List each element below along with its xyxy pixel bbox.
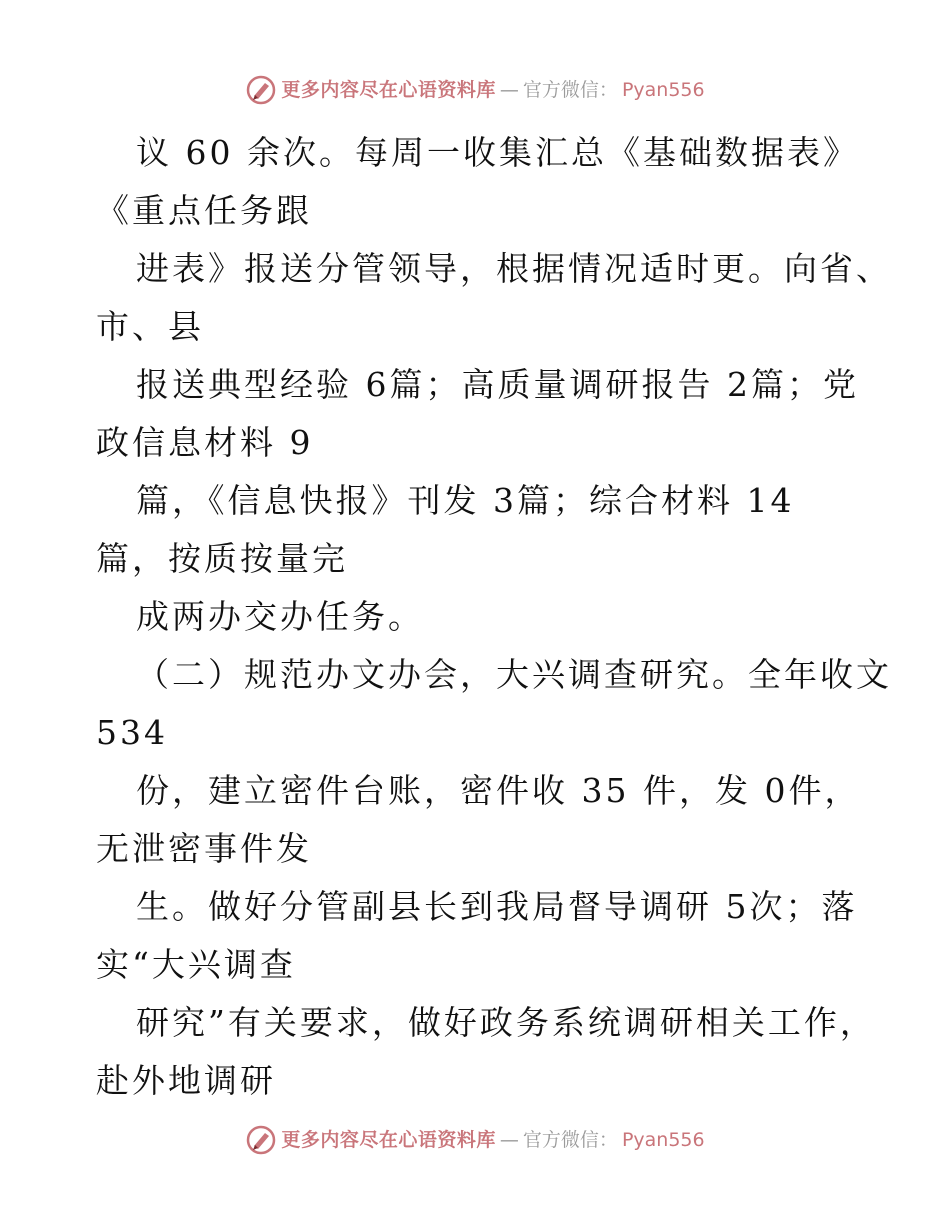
text-line: 篇，按质按量完 [96, 539, 348, 578]
text-line: 生。做好分管副县长到我局督导调研 5次；落 [136, 887, 858, 926]
footer-watermark [0, 1124, 950, 1156]
text-line: 实“大兴调查 [96, 945, 296, 984]
text-line: 政信息材料 9 [96, 423, 314, 462]
text-line: 议 60 余次。每周一收集汇总《基础数据表》 [136, 133, 859, 172]
text-line: 赴外地调研 [96, 1061, 276, 1100]
text-line: 成两办交办任务。 [136, 597, 424, 636]
brush-logo-icon [245, 74, 277, 106]
document-body [0, 124, 950, 1110]
header-watermark [0, 74, 950, 106]
text-line: （二）规范办文办会，大兴调查研究。全年收文 [136, 655, 892, 694]
text-line: 534 [96, 713, 168, 752]
brush-logo-icon [245, 1124, 277, 1156]
watermark-wechat-id: Pyan556 [621, 79, 705, 101]
text-line: 研究”有关要求，做好政务系统调研相关工作， [136, 1003, 876, 1042]
watermark-wechat-id: Pyan556 [621, 1129, 705, 1151]
text-line: 份，建立密件台账，密件收 35 件，发 0件， [136, 771, 861, 810]
watermark-main-text: 更多内容尽在心语资料库 [281, 1129, 496, 1151]
text-line: 《重点任务跟 [96, 191, 312, 230]
text-line: 进表》报送分管领导，根据情况适时更。向省、 [136, 249, 892, 288]
text-line: 市、县 [96, 307, 204, 346]
watermark-main-text: 更多内容尽在心语资料库 [281, 79, 496, 101]
watermark-sub-text: 官方微信： [522, 79, 618, 101]
text-line: 无泄密事件发 [96, 829, 312, 868]
text-line: 报送典型经验 6篇；高质量调研报告 2篇；党 [136, 365, 859, 404]
watermark-dash: — [499, 79, 519, 101]
watermark-dash: — [499, 1129, 519, 1151]
text-line: 篇，《信息快报》刊发 3篇；综合材料 14 [136, 481, 795, 520]
watermark-sub-text: 官方微信： [522, 1129, 618, 1151]
